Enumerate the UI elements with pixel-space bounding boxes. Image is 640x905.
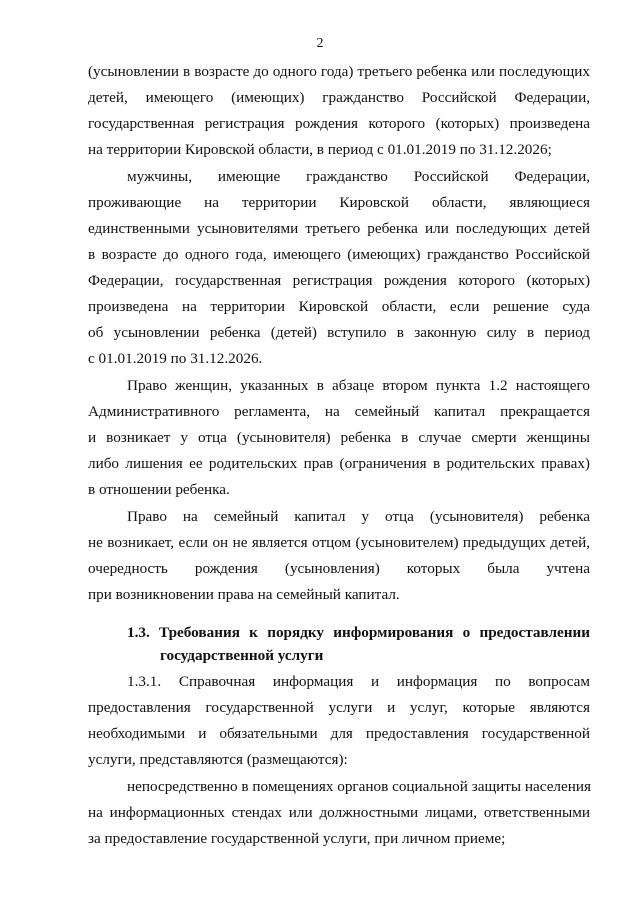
text-line: об усыновлении ребенка (детей) вступило в законную силу в период [88, 324, 590, 341]
text-line: Федерации, государственная регистрация рождения которого (которых) [88, 272, 590, 289]
text-line: в отношении ребенка. [88, 481, 230, 498]
text-line: Право женщин, указанных в абзаце втором пункта 1.2 настоящего [127, 377, 590, 394]
section-heading-continuation: государственной услуги [160, 647, 324, 664]
text-line: и возникает у отца (усыновителя) ребенка в случае смерти женщины [88, 429, 590, 446]
text-line: либо лишения ее родительских прав (ограничения в родительских правах) [88, 455, 590, 472]
text-line: не возникает, если он не является отцом (усыновителем) предыдущих детей, [88, 534, 590, 551]
text-line: при возникновении права на семейный капитал. [88, 586, 400, 603]
page-number: 2 [316, 36, 324, 51]
text-line: произведена на территории Кировской области, если решение суда [88, 298, 590, 315]
text-line: за предоставление государственной услуги, при личном приеме; [88, 830, 506, 847]
text-line: в возрасте до одного года, имеющего (имеющих) гражданство Российской [88, 246, 590, 263]
text-line: с 01.01.2019 по 31.12.2026. [88, 350, 263, 367]
text-line: (усыновлении в возрасте до одного года) третьего ребенка или последующих [88, 63, 590, 80]
section-heading: 1.3. Требования к порядку информирования о предоставлении [127, 624, 590, 641]
text-line: услуги, представляются (размещаются): [88, 751, 348, 768]
text-line: детей, имеющего (имеющих) гражданство Российской Федерации, [88, 89, 590, 106]
text-line: на информационных стендах или должностными лицами, ответственными [88, 804, 590, 821]
text-line: непосредственно в помещениях органов социальной защиты населения [127, 778, 591, 795]
text-line: предоставления государственной услуги и услуг, которые являются [88, 699, 590, 716]
text-line: на территории Кировской области, в период с 01.01.2019 по 31.12.2026; [88, 141, 552, 158]
text-line: необходимыми и обязательными для предоставления государственной [88, 725, 590, 742]
text-line: государственная регистрация рождения которого (которых) произведена [88, 115, 590, 132]
text-line: очередность рождения (усыновления) которых была учтена [88, 560, 590, 577]
text-line: Административного регламента, на семейный капитал прекращается [88, 403, 590, 420]
text-line: 1.3.1. Справочная информация и информация по вопросам [127, 673, 590, 690]
text-line: единственными усыновителями третьего ребенка или последующих детей [88, 220, 590, 237]
text-line: проживающие на территории Кировской области, являющиеся [88, 194, 590, 211]
text-line: Право на семейный капитал у отца (усыновителя) ребенка [127, 508, 590, 525]
text-line: мужчины, имеющие гражданство Российской Федерации, [127, 168, 590, 185]
